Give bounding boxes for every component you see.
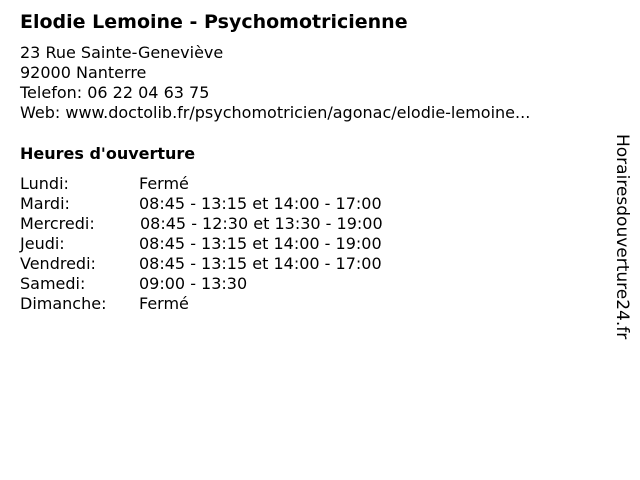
day-hours: 08:45 - 13:15 et 14:00 - 17:00 [139,194,382,213]
site-brand-vertical [612,134,636,344]
day-label: Dimanche: [20,294,107,313]
day-hours: 08:45 - 13:15 et 14:00 - 17:00 [139,254,382,273]
phone-line: Telefon: 06 22 04 63 75 [20,83,210,102]
day-label: Vendredi: [20,254,96,273]
business-title: Elodie Lemoine - Psychomotricienne [20,11,408,33]
address-street: 23 Rue Sainte-Geneviève [20,43,224,62]
day-label: Jeudi: [20,234,65,253]
day-hours: Fermé [139,174,189,193]
day-hours: 08:45 - 13:15 et 14:00 - 19:00 [139,234,382,253]
web-line: Web: www.doctolib.fr/psychomotricien/agonac/elodie-lemoine... [20,103,531,122]
contact-info [20,43,530,123]
day-hours: Fermé [139,294,189,313]
address-city: 92000 Nanterre [20,63,147,82]
site-name-text: Horairesdouverture24.fr [612,134,632,340]
day-label: Mercredi: [20,214,95,233]
day-label: Lundi: [20,174,69,193]
opening-hours-heading: Heures d'ouverture [20,144,196,163]
day-label: Mardi: [20,194,70,213]
day-hours: 09:00 - 13:30 [139,274,248,293]
day-label: Samedi: [20,274,86,293]
day-hours: 08:45 - 12:30 et 13:30 - 19:00 [140,214,383,233]
